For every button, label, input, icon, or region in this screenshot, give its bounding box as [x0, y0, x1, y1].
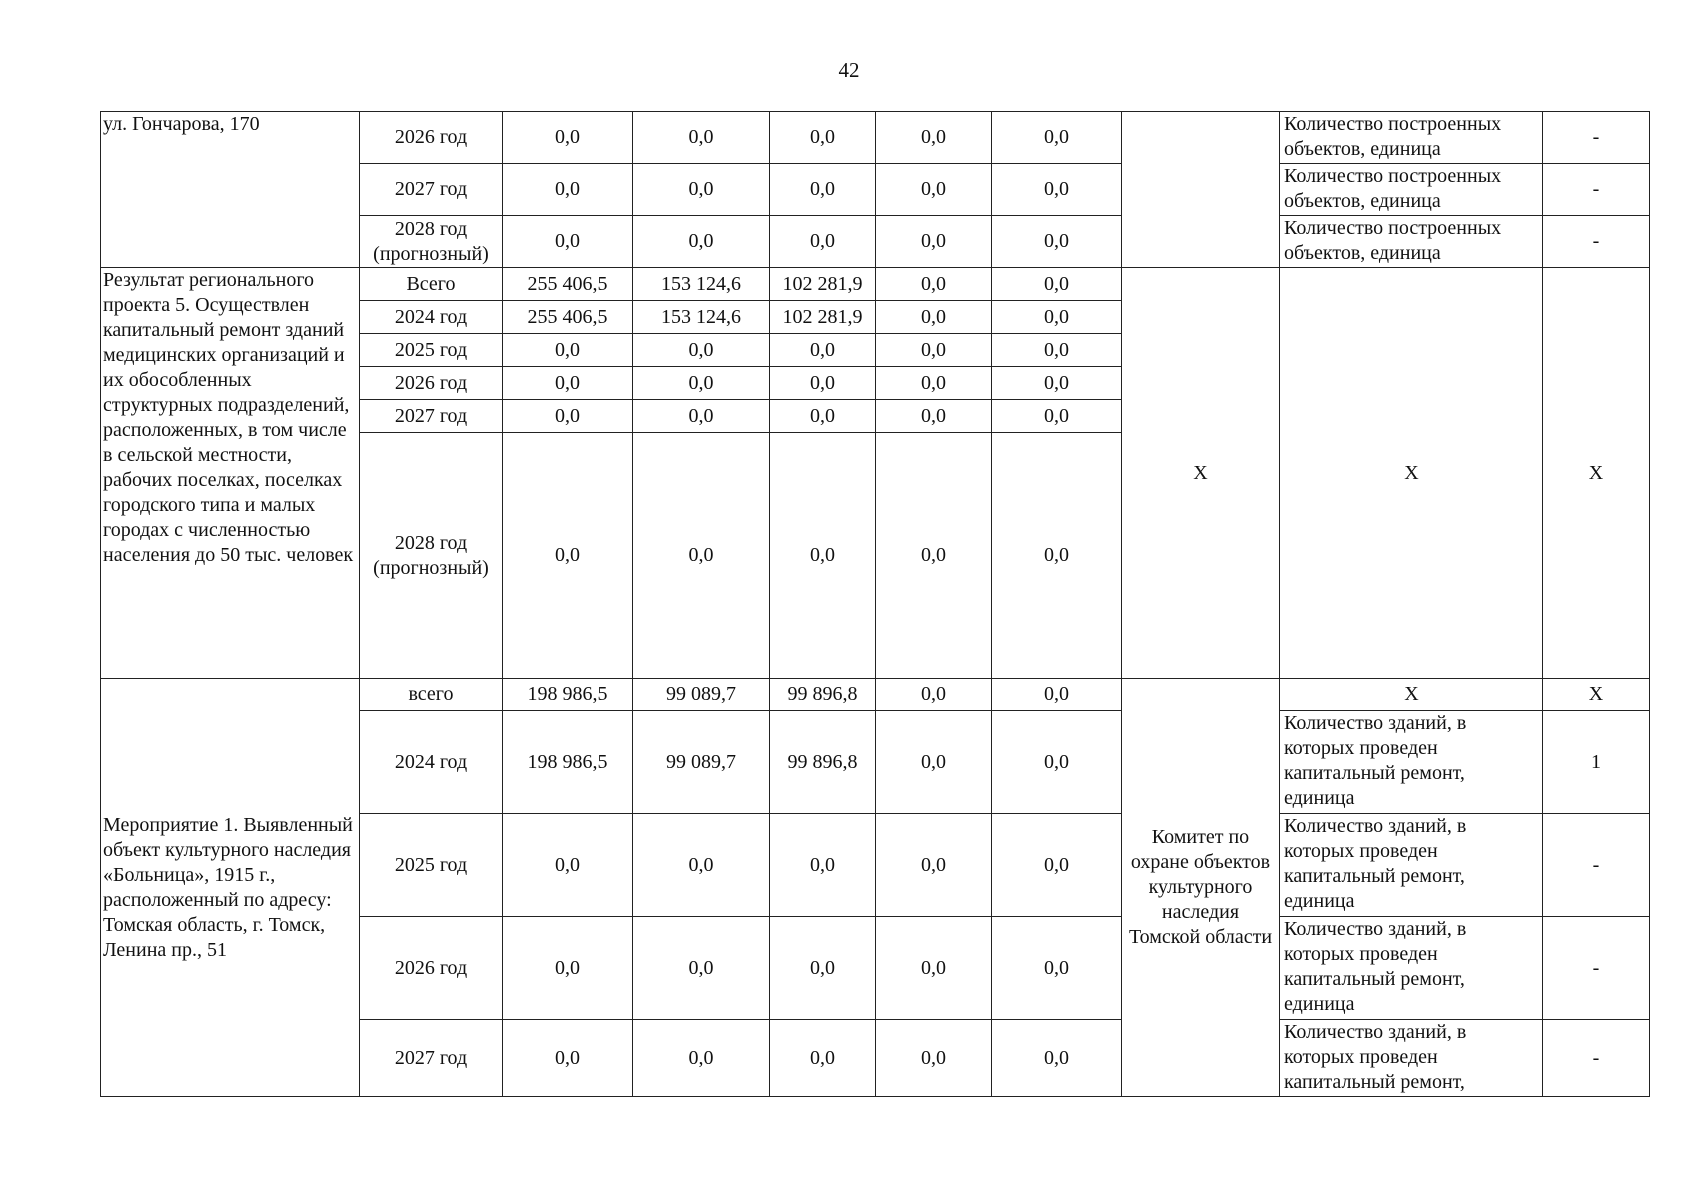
value-cell: 0,0 [992, 367, 1122, 400]
value-cell: 0,0 [992, 1020, 1122, 1097]
indicator-cell: X [1280, 679, 1543, 711]
table-body [101, 112, 1650, 1097]
value-cell: 0,0 [876, 112, 992, 164]
period-cell: 2024 год [360, 301, 503, 334]
value-cell: 153 124,6 [633, 268, 770, 301]
period-cell: 2025 год [360, 814, 503, 917]
indicator-value-cell: X [1543, 679, 1650, 711]
executor-cell: X [1122, 268, 1280, 679]
period-cell: 2026 год [360, 367, 503, 400]
block-name: Результат регионального проекта 5. Осуществлен капитальный ремонт зданий медицинских организаций и их обособленных структурных подразделений, расположенных, в том числе в сельской местности, рабочих поселках, поселках городского типа и малых городах с численностью населения до 50 тыс. человек [101, 268, 360, 679]
value-cell: 0,0 [876, 164, 992, 216]
period-cell: 2024 год [360, 711, 503, 814]
value-cell: 255 406,5 [503, 268, 633, 301]
value-cell: 0,0 [503, 367, 633, 400]
value-cell: 0,0 [770, 367, 876, 400]
value-cell: 153 124,6 [633, 301, 770, 334]
budget-table [100, 111, 1650, 1097]
indicator-cell: Количество зданий, в которых проведен капитальный ремонт, единица [1280, 711, 1543, 814]
value-cell: 0,0 [503, 814, 633, 917]
indicator-cell: Количество зданий, в которых проведен капитальный ремонт, [1280, 1020, 1543, 1097]
value-cell: 0,0 [503, 216, 633, 268]
value-cell: 0,0 [992, 917, 1122, 1020]
indicator-cell: Количество построенных объектов, единица [1280, 112, 1543, 164]
value-cell: 198 986,5 [503, 679, 633, 711]
value-cell: 0,0 [633, 367, 770, 400]
value-cell: 0,0 [503, 164, 633, 216]
indicator-value-cell: - [1543, 1020, 1650, 1097]
period-cell: 2026 год [360, 917, 503, 1020]
value-cell: 0,0 [876, 400, 992, 433]
block-name: Мероприятие 1. Выявленный объект культурного наследия «Больница», 1915 г., расположенный по адресу: Томская область, г. Томск, Ленина пр., 51 [101, 679, 360, 1097]
value-cell: 0,0 [770, 334, 876, 367]
table-row [101, 112, 1650, 164]
indicator-cell: Количество построенных объектов, единица [1280, 216, 1543, 268]
value-cell: 0,0 [992, 433, 1122, 679]
period-cell: 2027 год [360, 164, 503, 216]
value-cell: 0,0 [770, 1020, 876, 1097]
value-cell: 102 281,9 [770, 301, 876, 334]
indicator-value-cell: - [1543, 112, 1650, 164]
value-cell: 0,0 [876, 216, 992, 268]
value-cell: 0,0 [992, 334, 1122, 367]
value-cell: 102 281,9 [770, 268, 876, 301]
page-number: 42 [838, 58, 860, 82]
value-cell: 0,0 [992, 268, 1122, 301]
indicator-cell: Количество построенных объектов, единица [1280, 164, 1543, 216]
period-cell: 2026 год [360, 112, 503, 164]
value-cell: 0,0 [633, 112, 770, 164]
value-cell: 0,0 [503, 1020, 633, 1097]
value-cell: 99 089,7 [633, 679, 770, 711]
value-cell: 0,0 [770, 433, 876, 679]
value-cell: 0,0 [876, 917, 992, 1020]
value-cell: 0,0 [770, 112, 876, 164]
value-cell: 0,0 [633, 917, 770, 1020]
value-cell: 0,0 [770, 164, 876, 216]
value-cell: 0,0 [992, 679, 1122, 711]
value-cell: 0,0 [876, 334, 992, 367]
value-cell: 99 896,8 [770, 679, 876, 711]
value-cell: 0,0 [876, 301, 992, 334]
indicator-value-cell: - [1543, 814, 1650, 917]
value-cell: 255 406,5 [503, 301, 633, 334]
value-cell: 0,0 [876, 679, 992, 711]
value-cell: 0,0 [503, 433, 633, 679]
value-cell: 0,0 [876, 814, 992, 917]
period-cell: 2027 год [360, 1020, 503, 1097]
value-cell: 0,0 [770, 400, 876, 433]
block-name: ул. Гончарова, 170 [101, 112, 360, 268]
value-cell: 198 986,5 [503, 711, 633, 814]
indicator-cell: X [1280, 268, 1543, 679]
value-cell: 0,0 [633, 216, 770, 268]
value-cell: 99 896,8 [770, 711, 876, 814]
value-cell: 0,0 [992, 216, 1122, 268]
value-cell: 0,0 [633, 164, 770, 216]
value-cell: 0,0 [633, 433, 770, 679]
executor-cell: Комитет по охране объектов культурного наследия Томской области [1122, 679, 1280, 1097]
value-cell: 0,0 [770, 917, 876, 1020]
value-cell: 0,0 [876, 268, 992, 301]
indicator-value-cell: 1 [1543, 711, 1650, 814]
value-cell: 0,0 [876, 433, 992, 679]
indicator-value-cell: - [1543, 216, 1650, 268]
value-cell: 0,0 [503, 917, 633, 1020]
value-cell: 0,0 [992, 711, 1122, 814]
period-cell: 2025 год [360, 334, 503, 367]
value-cell: 0,0 [633, 1020, 770, 1097]
indicator-cell: Количество зданий, в которых проведен капитальный ремонт, единица [1280, 917, 1543, 1020]
value-cell: 0,0 [876, 1020, 992, 1097]
value-cell: 0,0 [770, 814, 876, 917]
table-row [101, 268, 1650, 301]
executor-cell [1122, 112, 1280, 268]
indicator-value-cell: - [1543, 917, 1650, 1020]
period-cell: всего [360, 679, 503, 711]
period-cell: 2028 год (прогнозный) [360, 216, 503, 268]
indicator-value-cell: - [1543, 164, 1650, 216]
period-cell: 2027 год [360, 400, 503, 433]
table-row [101, 679, 1650, 711]
period-cell: 2028 год (прогнозный) [360, 433, 503, 679]
value-cell: 99 089,7 [633, 711, 770, 814]
value-cell: 0,0 [503, 334, 633, 367]
value-cell: 0,0 [876, 367, 992, 400]
value-cell: 0,0 [633, 400, 770, 433]
value-cell: 0,0 [503, 400, 633, 433]
value-cell: 0,0 [992, 301, 1122, 334]
value-cell: 0,0 [633, 814, 770, 917]
value-cell: 0,0 [992, 112, 1122, 164]
value-cell: 0,0 [503, 112, 633, 164]
value-cell: 0,0 [876, 711, 992, 814]
value-cell: 0,0 [992, 400, 1122, 433]
indicator-value-cell: X [1543, 268, 1650, 679]
indicator-cell: Количество зданий, в которых проведен капитальный ремонт, единица [1280, 814, 1543, 917]
value-cell: 0,0 [770, 216, 876, 268]
period-cell: Всего [360, 268, 503, 301]
value-cell: 0,0 [992, 814, 1122, 917]
value-cell: 0,0 [633, 334, 770, 367]
value-cell: 0,0 [992, 164, 1122, 216]
